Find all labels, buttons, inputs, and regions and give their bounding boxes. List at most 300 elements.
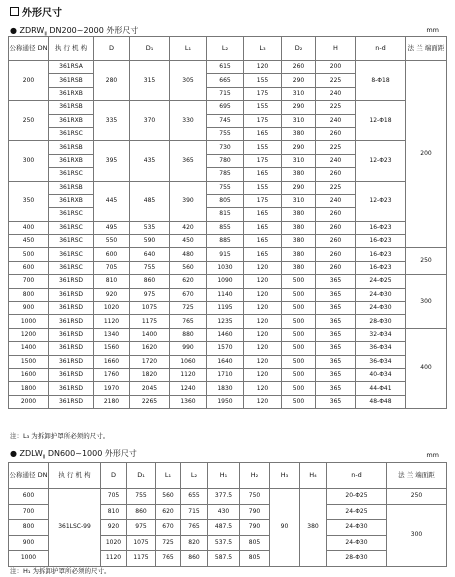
dimensions-table-1 (8, 36, 447, 409)
table1-cell: 260 (316, 127, 356, 140)
table2-cell: 725 (156, 535, 181, 551)
table1-note: 注：L₃ 为拆卸护罩所必须的尺寸。 (10, 432, 110, 440)
table2-header-4: L₁ (156, 463, 181, 489)
table1-cell: 755 (207, 181, 244, 194)
table2-cell: 1075 (127, 535, 156, 551)
table1-cell: 670 (170, 288, 207, 301)
table1-cell: 695 (207, 101, 244, 114)
table-row (9, 141, 447, 154)
table1-cell: 40-Φ34 (356, 368, 406, 381)
table1-cell: 600 (94, 248, 130, 261)
table1-cell: 335 (94, 101, 130, 141)
table2-header-1: 执 行 机 构 (49, 463, 101, 489)
table1-cell: 705 (94, 261, 130, 274)
table-row (9, 489, 447, 505)
table1-cell: 1090 (207, 275, 244, 288)
table1-cell: 785 (207, 168, 244, 181)
table1-cell: 361RSD (49, 355, 94, 368)
table1-cell: 915 (207, 248, 244, 261)
table1-cell: 1720 (130, 355, 170, 368)
table1-cell: 361RSC (49, 221, 94, 234)
table-row (9, 382, 447, 395)
table1-header-6: L₃ (244, 37, 282, 61)
table1-cell: 361RXB (49, 87, 94, 100)
table1-cell: 1820 (130, 368, 170, 381)
table1-cell: 16-Φ23 (356, 261, 406, 274)
table1-cell: 480 (170, 248, 207, 261)
table2-actuator: 361LSC-99 (49, 489, 101, 567)
table1-header-0: 公称通径 DN (9, 37, 49, 61)
table1-cell: 260 (282, 61, 316, 74)
table1-cell: 290 (282, 141, 316, 154)
table1-cell: 900 (9, 302, 49, 315)
section1-unit: mm (426, 26, 439, 34)
table1-cell: 450 (9, 235, 49, 248)
table1-cell: 620 (170, 275, 207, 288)
table1-cell: 600 (9, 261, 49, 274)
table1-cell: 24-Φ25 (356, 275, 406, 288)
table1-cell: 361RSC (49, 168, 94, 181)
table1-cell: 16-Φ23 (356, 248, 406, 261)
section2-unit: mm (426, 451, 439, 459)
table2-note: 注：H₁ 为拆卸护罩所必须的尺寸。 (10, 567, 111, 575)
section1-range: DN200~2000 外形尺寸 (46, 26, 139, 35)
table1-cell: 500 (282, 288, 316, 301)
table1-cell: 715 (207, 87, 244, 100)
table1-cell: 380 (282, 248, 316, 261)
table1-cell: 361RSC (49, 248, 94, 261)
table1-face-distance: 400 (406, 328, 447, 408)
table1-cell: 260 (316, 248, 356, 261)
table-row (9, 181, 447, 194)
table-row (9, 368, 447, 381)
table1-cell: 1830 (207, 382, 244, 395)
table2-cell: 860 (181, 551, 208, 567)
table1-cell: 12-Φ23 (356, 141, 406, 181)
table1-cell: 240 (316, 154, 356, 167)
table1-cell: 16-Φ23 (356, 221, 406, 234)
table1-cell: 165 (244, 168, 282, 181)
table2-cell: 587.5 (208, 551, 240, 567)
table1-cell: 225 (316, 101, 356, 114)
table2-header-0: 公称通径 DN (9, 463, 49, 489)
table1-cell: 155 (244, 101, 282, 114)
table1-cell: 1600 (9, 368, 49, 381)
table1-cell: 615 (207, 61, 244, 74)
table1-cell: 640 (130, 248, 170, 261)
table1-cell: 120 (244, 261, 282, 274)
table1-header-5: L₂ (207, 37, 244, 61)
table1-cell: 200 (9, 61, 49, 101)
table1-cell: 380 (282, 221, 316, 234)
section2-title (10, 448, 137, 461)
table2-cell: 790 (240, 520, 270, 536)
table1-cell: 120 (244, 395, 282, 408)
table2-cell: 700 (9, 504, 49, 520)
table2-cell: 750 (240, 489, 270, 505)
table-row (9, 288, 447, 301)
table2-cell: 20-Φ25 (327, 489, 387, 505)
table1-cell: 730 (207, 141, 244, 154)
table1-cell: 500 (282, 342, 316, 355)
table2-cell: 487.5 (208, 520, 240, 536)
table1-cell: 44-Φ41 (356, 382, 406, 395)
table2-cell: 715 (181, 504, 208, 520)
table1-cell: 1640 (207, 355, 244, 368)
table1-cell: 1175 (130, 315, 170, 328)
table1-cell: 361RSA (49, 61, 94, 74)
table1-cell: 260 (316, 235, 356, 248)
table1-cell: 1020 (94, 302, 130, 315)
section2-range: DN600~1000 外形尺寸 (45, 449, 137, 458)
table2-cell: 920 (101, 520, 127, 536)
table1-cell: 380 (282, 208, 316, 221)
table1-cell: 2180 (94, 395, 130, 408)
table1-cell: 1800 (9, 382, 49, 395)
table1-cell: 1340 (94, 328, 130, 341)
table1-header-1: 执 行 机 构 (49, 37, 94, 61)
table1-cell: 380 (282, 168, 316, 181)
table1-cell: 365 (316, 368, 356, 381)
table2-face-distance: 250 (387, 489, 447, 505)
table1-cell: 155 (244, 181, 282, 194)
table1-cell: 365 (316, 328, 356, 341)
table2-cell: 537.5 (208, 535, 240, 551)
table2-header-2: D (101, 463, 127, 489)
table1-face-distance: 250 (406, 248, 447, 275)
table2-cell: 860 (127, 504, 156, 520)
table-row (9, 328, 447, 341)
table1-cell: 165 (244, 235, 282, 248)
table-row (9, 235, 447, 248)
table1-cell: 165 (244, 127, 282, 140)
table1-cell: 755 (207, 127, 244, 140)
table1-header-7: D₂ (282, 37, 316, 61)
table1-face-distance: 300 (406, 275, 447, 329)
table1-cell: 24-Φ30 (356, 302, 406, 315)
table1-cell: 361RSC (49, 261, 94, 274)
table1-cell: 175 (244, 87, 282, 100)
table2-cell: 790 (240, 504, 270, 520)
table2-header-7: H₂ (240, 463, 270, 489)
table1-header-10: 法 兰 端面距 (406, 37, 447, 61)
table1-cell: 28-Φ30 (356, 315, 406, 328)
table1-cell: 8-Φ18 (356, 61, 406, 101)
table1-cell: 1400 (130, 328, 170, 341)
table-row (9, 248, 447, 261)
table1-cell: 165 (244, 248, 282, 261)
table1-cell: 36-Φ34 (356, 342, 406, 355)
table-row (9, 101, 447, 114)
table2-cell: 805 (240, 535, 270, 551)
table1-cell: 361RSD (49, 342, 94, 355)
table1-cell: 165 (244, 208, 282, 221)
table1-cell: 380 (282, 261, 316, 274)
table1-cell: 1400 (9, 342, 49, 355)
table2-cell: 24-Φ30 (327, 520, 387, 536)
table1-cell: 500 (282, 315, 316, 328)
section2-model: ZDLW (19, 449, 43, 458)
table1-cell: 240 (316, 194, 356, 207)
table2-header-5: L₂ (181, 463, 208, 489)
table1-cell: 120 (244, 315, 282, 328)
table1-cell: 1060 (170, 355, 207, 368)
table1-cell: 500 (282, 328, 316, 341)
table1-cell: 1235 (207, 315, 244, 328)
table1-cell: 120 (244, 342, 282, 355)
table-row (9, 302, 447, 315)
table1-cell: 120 (244, 355, 282, 368)
table2-cell: 24-Φ25 (327, 504, 387, 520)
table1-cell: 361RSB (49, 181, 94, 194)
table1-cell: 700 (9, 275, 49, 288)
table1-cell: 361RSC (49, 127, 94, 140)
table1-cell: 365 (170, 141, 207, 181)
table1-face-distance: 200 (406, 61, 447, 248)
table2-cell: 430 (208, 504, 240, 520)
table-row (9, 342, 447, 355)
table1-cell: 361RSB (49, 74, 94, 87)
table1-cell: 260 (316, 168, 356, 181)
table1-cell: 755 (130, 261, 170, 274)
table1-cell: 260 (316, 221, 356, 234)
table2-cell: 755 (127, 489, 156, 505)
table1-cell: 225 (316, 181, 356, 194)
table1-cell: 361RSD (49, 328, 94, 341)
table1-cell: 120 (244, 382, 282, 395)
table1-cell: 175 (244, 194, 282, 207)
table1-cell: 365 (316, 302, 356, 315)
table1-cell: 260 (316, 208, 356, 221)
table1-cell: 12-Φ18 (356, 101, 406, 141)
table2-header-11: 法 兰 端面距 (387, 463, 447, 489)
table1-cell: 12-Φ23 (356, 181, 406, 221)
table1-cell: 420 (170, 221, 207, 234)
table1-cell: 361RXB (49, 194, 94, 207)
table1-cell: 290 (282, 101, 316, 114)
table1-cell: 2265 (130, 395, 170, 408)
table1-cell: 1000 (9, 315, 49, 328)
section2-model-sub: Ⅱ (42, 454, 46, 461)
table1-cell: 975 (130, 288, 170, 301)
table1-cell: 435 (130, 141, 170, 181)
table1-cell: 361RSD (49, 315, 94, 328)
table1-cell: 445 (94, 181, 130, 221)
bullet-icon: ● (10, 26, 17, 35)
table2-cell: 560 (156, 489, 181, 505)
table1-cell: 120 (244, 61, 282, 74)
table1-cell: 1360 (170, 395, 207, 408)
table1-cell: 155 (244, 74, 282, 87)
table1-cell: 1500 (9, 355, 49, 368)
section1-model-sub: Ⅱ (44, 31, 47, 38)
table2-cell: 765 (156, 551, 181, 567)
table1-cell: 810 (94, 275, 130, 288)
table1-cell: 361RSD (49, 368, 94, 381)
table2-cell: 1175 (127, 551, 156, 567)
table1-cell: 800 (9, 288, 49, 301)
table1-cell: 370 (130, 101, 170, 141)
table1-cell: 560 (170, 261, 207, 274)
table2-face-distance: 300 (387, 504, 447, 566)
table1-cell: 290 (282, 181, 316, 194)
table1-cell: 1950 (207, 395, 244, 408)
table1-cell: 240 (316, 87, 356, 100)
table1-cell: 120 (244, 302, 282, 315)
table1-cell: 365 (316, 288, 356, 301)
table1-cell: 365 (316, 355, 356, 368)
table1-cell: 24-Φ30 (356, 288, 406, 301)
table1-cell: 500 (282, 382, 316, 395)
table2-header-8: H₃ (270, 463, 300, 489)
table1-cell: 16-Φ23 (356, 235, 406, 248)
table1-cell: 300 (9, 141, 49, 181)
table1-cell: 1075 (130, 302, 170, 315)
table-row (9, 395, 447, 408)
table1-cell: 305 (170, 61, 207, 101)
table1-cell: 165 (244, 221, 282, 234)
table1-cell: 175 (244, 154, 282, 167)
table1-cell: 1710 (207, 368, 244, 381)
table2-cell: 800 (9, 520, 49, 536)
table-row (9, 275, 447, 288)
table1-cell: 2000 (9, 395, 49, 408)
table1-cell: 120 (244, 368, 282, 381)
table2-cell: 820 (181, 535, 208, 551)
table1-cell: 120 (244, 328, 282, 341)
table1-header-9: n-d (356, 37, 406, 61)
table1-cell: 1200 (9, 328, 49, 341)
table2-cell: 810 (101, 504, 127, 520)
table2-cell: 1020 (101, 535, 127, 551)
table1-cell: 1460 (207, 328, 244, 341)
table2-cell: 600 (9, 489, 49, 505)
table1-cell: 450 (170, 235, 207, 248)
table1-cell: 1570 (207, 342, 244, 355)
table-row (9, 61, 447, 74)
table1-cell: 745 (207, 114, 244, 127)
table1-cell: 361RSD (49, 302, 94, 315)
table1-cell: 885 (207, 235, 244, 248)
table1-cell: 200 (316, 61, 356, 74)
table1-cell: 365 (316, 382, 356, 395)
table1-cell: 365 (316, 275, 356, 288)
table1-cell: 330 (170, 101, 207, 141)
table1-cell: 535 (130, 221, 170, 234)
table1-cell: 361RSD (49, 275, 94, 288)
table1-cell: 48-Φ48 (356, 395, 406, 408)
table1-header-4: L₁ (170, 37, 207, 61)
table2-cell: 705 (101, 489, 127, 505)
table1-cell: 361RSC (49, 235, 94, 248)
table1-cell: 315 (130, 61, 170, 101)
table1-cell: 500 (282, 302, 316, 315)
table1-cell: 155 (244, 141, 282, 154)
table1-cell: 395 (94, 141, 130, 181)
table1-cell: 390 (170, 181, 207, 221)
table1-cell: 2045 (130, 382, 170, 395)
table1-cell: 32-Φ34 (356, 328, 406, 341)
table1-cell: 120 (244, 288, 282, 301)
table1-cell: 310 (282, 154, 316, 167)
table1-cell: 260 (316, 261, 356, 274)
table1-cell: 500 (282, 355, 316, 368)
table1-cell: 990 (170, 342, 207, 355)
table-row (9, 221, 447, 234)
table1-cell: 920 (94, 288, 130, 301)
table2-header-3: D₁ (127, 463, 156, 489)
table1-header-2: D (94, 37, 130, 61)
table1-cell: 175 (244, 114, 282, 127)
table1-cell: 780 (207, 154, 244, 167)
table1-cell: 1760 (94, 368, 130, 381)
table-row (9, 261, 447, 274)
table1-cell: 361RSD (49, 288, 94, 301)
table1-cell: 361RSB (49, 141, 94, 154)
table1-cell: 860 (130, 275, 170, 288)
table1-cell: 1120 (170, 368, 207, 381)
table1-cell: 1240 (170, 382, 207, 395)
table1-cell: 1120 (94, 315, 130, 328)
table1-cell: 36-Φ34 (356, 355, 406, 368)
table1-cell: 380 (282, 235, 316, 248)
table2-cell: 28-Φ30 (327, 551, 387, 567)
table2-cell: 765 (181, 520, 208, 536)
table1-cell: 400 (9, 221, 49, 234)
table1-cell: 365 (316, 395, 356, 408)
table1-cell: 495 (94, 221, 130, 234)
table1-cell: 225 (316, 74, 356, 87)
table1-cell: 380 (282, 127, 316, 140)
table1-cell: 1660 (94, 355, 130, 368)
page-title (10, 4, 62, 19)
table1-cell: 550 (94, 235, 130, 248)
table1-cell: 500 (282, 395, 316, 408)
table1-cell: 855 (207, 221, 244, 234)
table1-cell: 500 (282, 368, 316, 381)
table2-cell: 805 (240, 551, 270, 567)
table2-h4: 380 (300, 489, 327, 567)
section1-model: ZDRW (19, 26, 45, 35)
table2-cell: 620 (156, 504, 181, 520)
table1-cell: 1560 (94, 342, 130, 355)
bullet-icon: ● (10, 449, 17, 458)
table1-cell: 250 (9, 101, 49, 141)
table1-cell: 365 (316, 342, 356, 355)
table-row (9, 315, 447, 328)
table2-cell: 1000 (9, 551, 49, 567)
table1-cell: 725 (170, 302, 207, 315)
table1-cell: 1030 (207, 261, 244, 274)
table1-cell: 361RSD (49, 382, 94, 395)
table2-cell: 655 (181, 489, 208, 505)
table1-header-3: D₁ (130, 37, 170, 61)
table2-header-9: H₄ (300, 463, 327, 489)
table1-cell: 665 (207, 74, 244, 87)
table1-cell: 1140 (207, 288, 244, 301)
table1-cell: 361RSD (49, 395, 94, 408)
table1-cell: 361RXB (49, 154, 94, 167)
table1-cell: 361RXB (49, 114, 94, 127)
table1-cell: 240 (316, 114, 356, 127)
table1-cell: 120 (244, 275, 282, 288)
table1-cell: 350 (9, 181, 49, 221)
table1-cell: 310 (282, 114, 316, 127)
table1-cell: 880 (170, 328, 207, 341)
table1-cell: 365 (316, 315, 356, 328)
table1-cell: 1620 (130, 342, 170, 355)
table1-cell: 805 (207, 194, 244, 207)
